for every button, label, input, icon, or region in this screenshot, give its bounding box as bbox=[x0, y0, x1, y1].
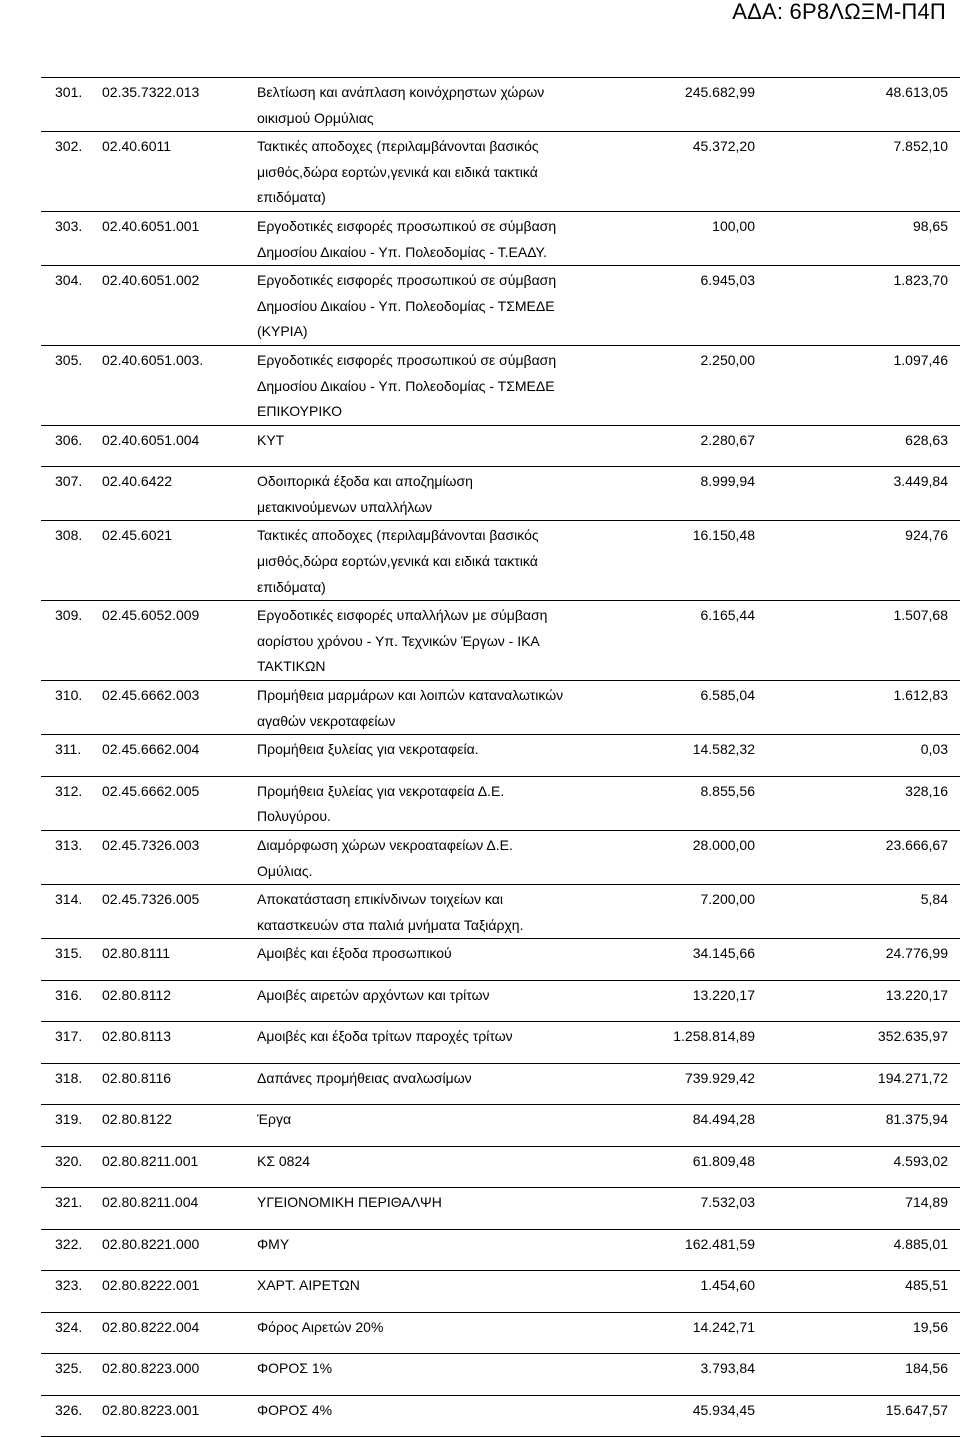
row-number: 308. bbox=[55, 527, 83, 544]
amount-budgeted: 7.532,03 bbox=[700, 1194, 755, 1211]
amount-budgeted: 2.250,00 bbox=[700, 351, 755, 368]
account-code: 02.40.6051.002 bbox=[102, 272, 200, 289]
table-row bbox=[41, 132, 960, 212]
row-number: 316. bbox=[55, 986, 83, 1003]
amount-budgeted: 100,00 bbox=[712, 217, 755, 234]
account-code: 02.40.6422 bbox=[102, 473, 173, 490]
account-code: 02.80.8223.001 bbox=[102, 1401, 200, 1418]
amount-budgeted: 45.372,20 bbox=[692, 138, 755, 155]
table-row bbox=[41, 885, 960, 939]
amount-remaining: 924,76 bbox=[905, 527, 948, 544]
description-line: Αμοιβές και έξοδα προσωπικού bbox=[257, 945, 452, 962]
amount-budgeted: 28.000,00 bbox=[692, 836, 755, 853]
description-line: ΥΓΕΙΟΝΟΜΙΚΗ ΠΕΡΙΘΑΛΨΗ bbox=[257, 1194, 442, 1211]
description-line: Αποκατάσταση επικίνδινων τοιχείων και bbox=[257, 891, 503, 908]
description-line: επιδόματα) bbox=[257, 189, 326, 206]
description bbox=[257, 683, 677, 734]
account-code: 02.45.7326.003 bbox=[102, 836, 200, 853]
table-row bbox=[41, 601, 960, 681]
description-line: Δαπάνες προμήθειας αναλωσίμων bbox=[257, 1069, 472, 1086]
account-code: 02.80.8222.004 bbox=[102, 1318, 200, 1335]
amount-budgeted: 8.999,94 bbox=[700, 473, 755, 490]
amount-remaining: 714,89 bbox=[905, 1194, 948, 1211]
amount-remaining: 15.647,57 bbox=[885, 1401, 948, 1418]
amount-remaining: 5,84 bbox=[920, 891, 948, 908]
amount-budgeted: 84.494,28 bbox=[692, 1111, 755, 1128]
account-code: 02.80.8122 bbox=[102, 1111, 173, 1128]
description bbox=[257, 737, 677, 763]
expense-table bbox=[41, 77, 960, 1437]
account-code: 02.45.7326.005 bbox=[102, 891, 200, 908]
table-row bbox=[41, 735, 960, 777]
amount-remaining: 7.852,10 bbox=[893, 138, 948, 155]
account-code: 02.40.6051.004 bbox=[102, 431, 200, 448]
amount-remaining: 0,03 bbox=[920, 741, 948, 758]
description-line: καταστκευών στα παλιά μνήματα Ταξιάρχη. bbox=[257, 916, 524, 933]
description-line: ΦΟΡΟΣ 1% bbox=[257, 1360, 333, 1377]
table-row bbox=[41, 1147, 960, 1189]
row-number: 324. bbox=[55, 1318, 83, 1335]
description-line: Ομύλιας. bbox=[257, 862, 313, 879]
description bbox=[257, 1149, 677, 1175]
description-line: Εργοδοτικές εισφορές προσωπικού σε σύμβαση bbox=[257, 217, 557, 234]
amount-remaining: 1.097,46 bbox=[893, 351, 948, 368]
amount-remaining: 19,56 bbox=[912, 1318, 948, 1335]
row-number: 317. bbox=[55, 1028, 83, 1045]
description bbox=[257, 1190, 677, 1216]
row-number: 319. bbox=[55, 1111, 83, 1128]
description-line: μισθός,δώρα εορτών,γενικά και ειδικά τακτικά bbox=[257, 163, 538, 180]
amount-budgeted: 45.934,45 bbox=[692, 1401, 755, 1418]
amount-remaining: 628,63 bbox=[905, 431, 948, 448]
description-line: ΦΜΥ bbox=[257, 1235, 290, 1252]
amount-budgeted: 1.454,60 bbox=[700, 1277, 755, 1294]
description-line: μισθός,δώρα εορτών,γενικά και ειδικά τακτικά bbox=[257, 553, 538, 570]
row-number: 321. bbox=[55, 1194, 83, 1211]
amount-remaining: 328,16 bbox=[905, 782, 948, 799]
account-code: 02.80.8113 bbox=[102, 1028, 172, 1045]
account-code: 02.80.8211.001 bbox=[102, 1152, 199, 1169]
row-number: 313. bbox=[55, 836, 83, 853]
description bbox=[257, 1024, 677, 1050]
account-code: 02.80.8223.000 bbox=[102, 1360, 200, 1377]
description-line: μετακινούμενων υπαλλήλων bbox=[257, 498, 433, 515]
description bbox=[257, 887, 677, 938]
row-number: 318. bbox=[55, 1069, 83, 1086]
amount-remaining: 485,51 bbox=[905, 1277, 948, 1294]
account-code: 02.45.6662.004 bbox=[102, 741, 200, 758]
description-line: (ΚΥΡΙΑ) bbox=[257, 323, 308, 340]
account-code: 02.80.8112 bbox=[102, 986, 172, 1003]
amount-budgeted: 34.145,66 bbox=[692, 945, 755, 962]
row-number: 302. bbox=[55, 138, 83, 155]
row-number: 309. bbox=[55, 607, 83, 624]
amount-budgeted: 162.481,59 bbox=[684, 1235, 755, 1252]
row-number: 304. bbox=[55, 272, 83, 289]
description-line: ΕΠΙΚΟΥΡΙΚΟ bbox=[257, 403, 343, 420]
amount-remaining: 81.375,94 bbox=[885, 1111, 948, 1128]
description bbox=[257, 779, 677, 830]
account-code: 02.45.6662.003 bbox=[102, 687, 200, 704]
amount-budgeted: 13.220,17 bbox=[692, 986, 755, 1003]
table-row bbox=[41, 426, 960, 468]
description bbox=[257, 268, 677, 345]
description bbox=[257, 214, 677, 265]
account-code: 02.35.7322.013 bbox=[102, 84, 200, 100]
table-row bbox=[41, 981, 960, 1023]
description-line: Εργοδοτικές εισφορές προσωπικού σε σύμβαση bbox=[257, 351, 557, 368]
table-row bbox=[41, 1188, 960, 1230]
description bbox=[257, 983, 677, 1009]
amount-budgeted: 6.585,04 bbox=[700, 687, 755, 704]
description-line: Εργοδοτικές εισφορές προσωπικού σε σύμβαση bbox=[257, 272, 557, 289]
amount-remaining: 1.507,68 bbox=[893, 607, 948, 624]
description-line: Βελτίωση και ανάπλαση κοινόχρηστων χώρων bbox=[257, 84, 545, 100]
row-number: 322. bbox=[55, 1235, 83, 1252]
description-line: ΧΑΡΤ. ΑΙΡΕΤΩΝ bbox=[257, 1277, 360, 1294]
account-code: 02.45.6052.009 bbox=[102, 607, 200, 624]
amount-budgeted: 7.200,00 bbox=[700, 891, 755, 908]
account-code: 02.80.8211.004 bbox=[102, 1194, 199, 1211]
row-number: 310. bbox=[55, 687, 83, 704]
account-code: 02.40.6051.001 bbox=[102, 217, 200, 234]
amount-remaining: 1.612,83 bbox=[893, 687, 948, 704]
account-code: 02.40.6011 bbox=[102, 138, 172, 155]
amount-remaining: 352.635,97 bbox=[877, 1028, 948, 1045]
amount-remaining: 23.666,67 bbox=[885, 836, 948, 853]
description-line: Προμήθεια ξυλείας για νεκροταφεία. bbox=[257, 741, 479, 758]
description bbox=[257, 134, 677, 211]
description-line: Δημοσίου Δικαίου - Υπ. Πολεοδομίας - ΤΣΜΕΔΕ bbox=[257, 297, 555, 314]
amount-budgeted: 6.945,03 bbox=[700, 272, 755, 289]
account-code: 02.80.8221.000 bbox=[102, 1235, 200, 1252]
account-code: 02.80.8116 bbox=[102, 1069, 172, 1086]
table-row bbox=[41, 939, 960, 981]
row-number: 320. bbox=[55, 1152, 83, 1169]
amount-remaining: 4.885,01 bbox=[893, 1235, 948, 1252]
table-row bbox=[41, 777, 960, 831]
table-row bbox=[41, 346, 960, 426]
amount-remaining: 1.823,70 bbox=[893, 272, 948, 289]
description-line: Δημοσίου Δικαίου - Υπ. Πολεοδομίας - ΤΣΜΕΔΕ bbox=[257, 377, 555, 394]
description-line: οικισμού Ορμύλιας bbox=[257, 109, 374, 126]
row-number: 325. bbox=[55, 1360, 83, 1377]
table-row bbox=[41, 1230, 960, 1272]
description bbox=[257, 1232, 677, 1258]
amount-remaining: 13.220,17 bbox=[885, 986, 948, 1003]
row-number: 301. bbox=[55, 84, 83, 100]
amount-budgeted: 3.793,84 bbox=[700, 1360, 755, 1377]
table-row bbox=[41, 521, 960, 601]
account-code: 02.40.6051.003. bbox=[102, 351, 204, 368]
description-line: Τακτικές αποδοχες (περιλαμβάνονται βασικός bbox=[257, 527, 539, 544]
description bbox=[257, 603, 677, 680]
description-line: Αμοιβές αιρετών αρχόντων και τρίτων bbox=[257, 986, 490, 1003]
description-line: Έργα bbox=[257, 1111, 292, 1128]
amount-budgeted: 1.258.814,89 bbox=[673, 1028, 755, 1045]
amount-remaining: 194.271,72 bbox=[877, 1069, 948, 1086]
row-number: 312. bbox=[55, 782, 83, 799]
description bbox=[257, 1398, 677, 1424]
row-number: 323. bbox=[55, 1277, 83, 1294]
row-number: 315. bbox=[55, 945, 83, 962]
description-line: Εργοδοτικές εισφορές υπαλλήλων με σύμβαση bbox=[257, 607, 548, 624]
table-row bbox=[41, 1313, 960, 1355]
ada-code: ΑΔΑ: 6Ρ8ΛΩΞΜ-Π4Π bbox=[732, 0, 946, 24]
description-line: Προμήθεια ξυλείας για νεκροταφεία Δ.Ε. bbox=[257, 782, 505, 799]
description bbox=[257, 1066, 677, 1092]
amount-remaining: 3.449,84 bbox=[893, 473, 948, 490]
description bbox=[257, 1273, 677, 1299]
amount-budgeted: 8.855,56 bbox=[700, 782, 755, 799]
account-code: 02.45.6021 bbox=[102, 527, 173, 544]
table-row bbox=[41, 1022, 960, 1064]
description-line: αγαθών νεκροταφείων bbox=[257, 712, 396, 729]
amount-budgeted: 245.682,99 bbox=[684, 84, 755, 100]
description-line: επιδόματα) bbox=[257, 578, 326, 595]
description-line: ΦΟΡΟΣ 4% bbox=[257, 1401, 333, 1418]
description bbox=[257, 523, 677, 600]
description-line: ΚΣ 0824 bbox=[257, 1152, 311, 1169]
description bbox=[257, 1315, 677, 1341]
description-line: Πολυγύρου. bbox=[257, 808, 331, 825]
amount-remaining: 98,65 bbox=[912, 217, 948, 234]
description-line: Τακτικές αποδοχες (περιλαμβάνονται βασικός bbox=[257, 138, 539, 155]
row-number: 307. bbox=[55, 473, 83, 490]
row-number: 311. bbox=[55, 741, 82, 758]
amount-budgeted: 14.242,71 bbox=[692, 1318, 755, 1335]
description-line: Φόρος Αιρετών 20% bbox=[257, 1318, 384, 1335]
table-row bbox=[41, 831, 960, 885]
amount-remaining: 4.593,02 bbox=[893, 1152, 948, 1169]
description bbox=[257, 428, 677, 454]
description-line: Δημοσίου Δικαίου - Υπ. Πολεοδομίας - Τ.ΕΑΔΥ. bbox=[257, 243, 547, 260]
description-line: ΚΥΤ bbox=[257, 431, 285, 448]
table-row bbox=[41, 1396, 960, 1437]
description-line: Προμήθεια μαρμάρων και λοιπών καταναλωτικών bbox=[257, 687, 564, 704]
table-row bbox=[41, 1064, 960, 1106]
table-row bbox=[41, 681, 960, 735]
amount-remaining: 48.613,05 bbox=[885, 84, 948, 100]
amount-remaining: 24.776,99 bbox=[885, 945, 948, 962]
account-code: 02.80.8111 bbox=[102, 945, 170, 962]
row-number: 314. bbox=[55, 891, 83, 908]
description bbox=[257, 80, 677, 131]
row-number: 326. bbox=[55, 1401, 83, 1418]
amount-remaining: 184,56 bbox=[905, 1360, 948, 1377]
description bbox=[257, 941, 677, 967]
description bbox=[257, 469, 677, 520]
table-row bbox=[41, 467, 960, 521]
row-number: 305. bbox=[55, 351, 83, 368]
row-number: 306. bbox=[55, 431, 83, 448]
amount-budgeted: 2.280,67 bbox=[700, 431, 755, 448]
table-row bbox=[41, 1105, 960, 1147]
table-row bbox=[41, 78, 960, 132]
amount-budgeted: 14.582,32 bbox=[692, 741, 755, 758]
description bbox=[257, 1107, 677, 1133]
table-row bbox=[41, 1271, 960, 1313]
amount-budgeted: 16.150,48 bbox=[692, 527, 755, 544]
description-line: αορίστου χρόνου - Υπ. Τεχνικών Έργων - ΙΚΑ bbox=[257, 632, 540, 649]
amount-budgeted: 61.809,48 bbox=[692, 1152, 755, 1169]
description-line: Διαμόρφωση χώρων νεκροαταφείων Δ.Ε. bbox=[257, 836, 513, 853]
description bbox=[257, 833, 677, 884]
amount-budgeted: 6.165,44 bbox=[700, 607, 755, 624]
description-line: Αμοιβές και έξοδα τρίτων παροχές τρίτων bbox=[257, 1028, 513, 1045]
row-number: 303. bbox=[55, 217, 83, 234]
description bbox=[257, 348, 677, 425]
account-code: 02.80.8222.001 bbox=[102, 1277, 200, 1294]
description bbox=[257, 1356, 677, 1382]
amount-budgeted: 739.929,42 bbox=[684, 1069, 755, 1086]
table-row bbox=[41, 212, 960, 266]
account-code: 02.45.6662.005 bbox=[102, 782, 200, 799]
description-line: Οδοιπορικά έξοδα και αποζημίωση bbox=[257, 473, 473, 490]
table-row bbox=[41, 1354, 960, 1396]
table-row bbox=[41, 266, 960, 346]
description-line: ΤΑΚΤΙΚΩΝ bbox=[257, 658, 326, 675]
